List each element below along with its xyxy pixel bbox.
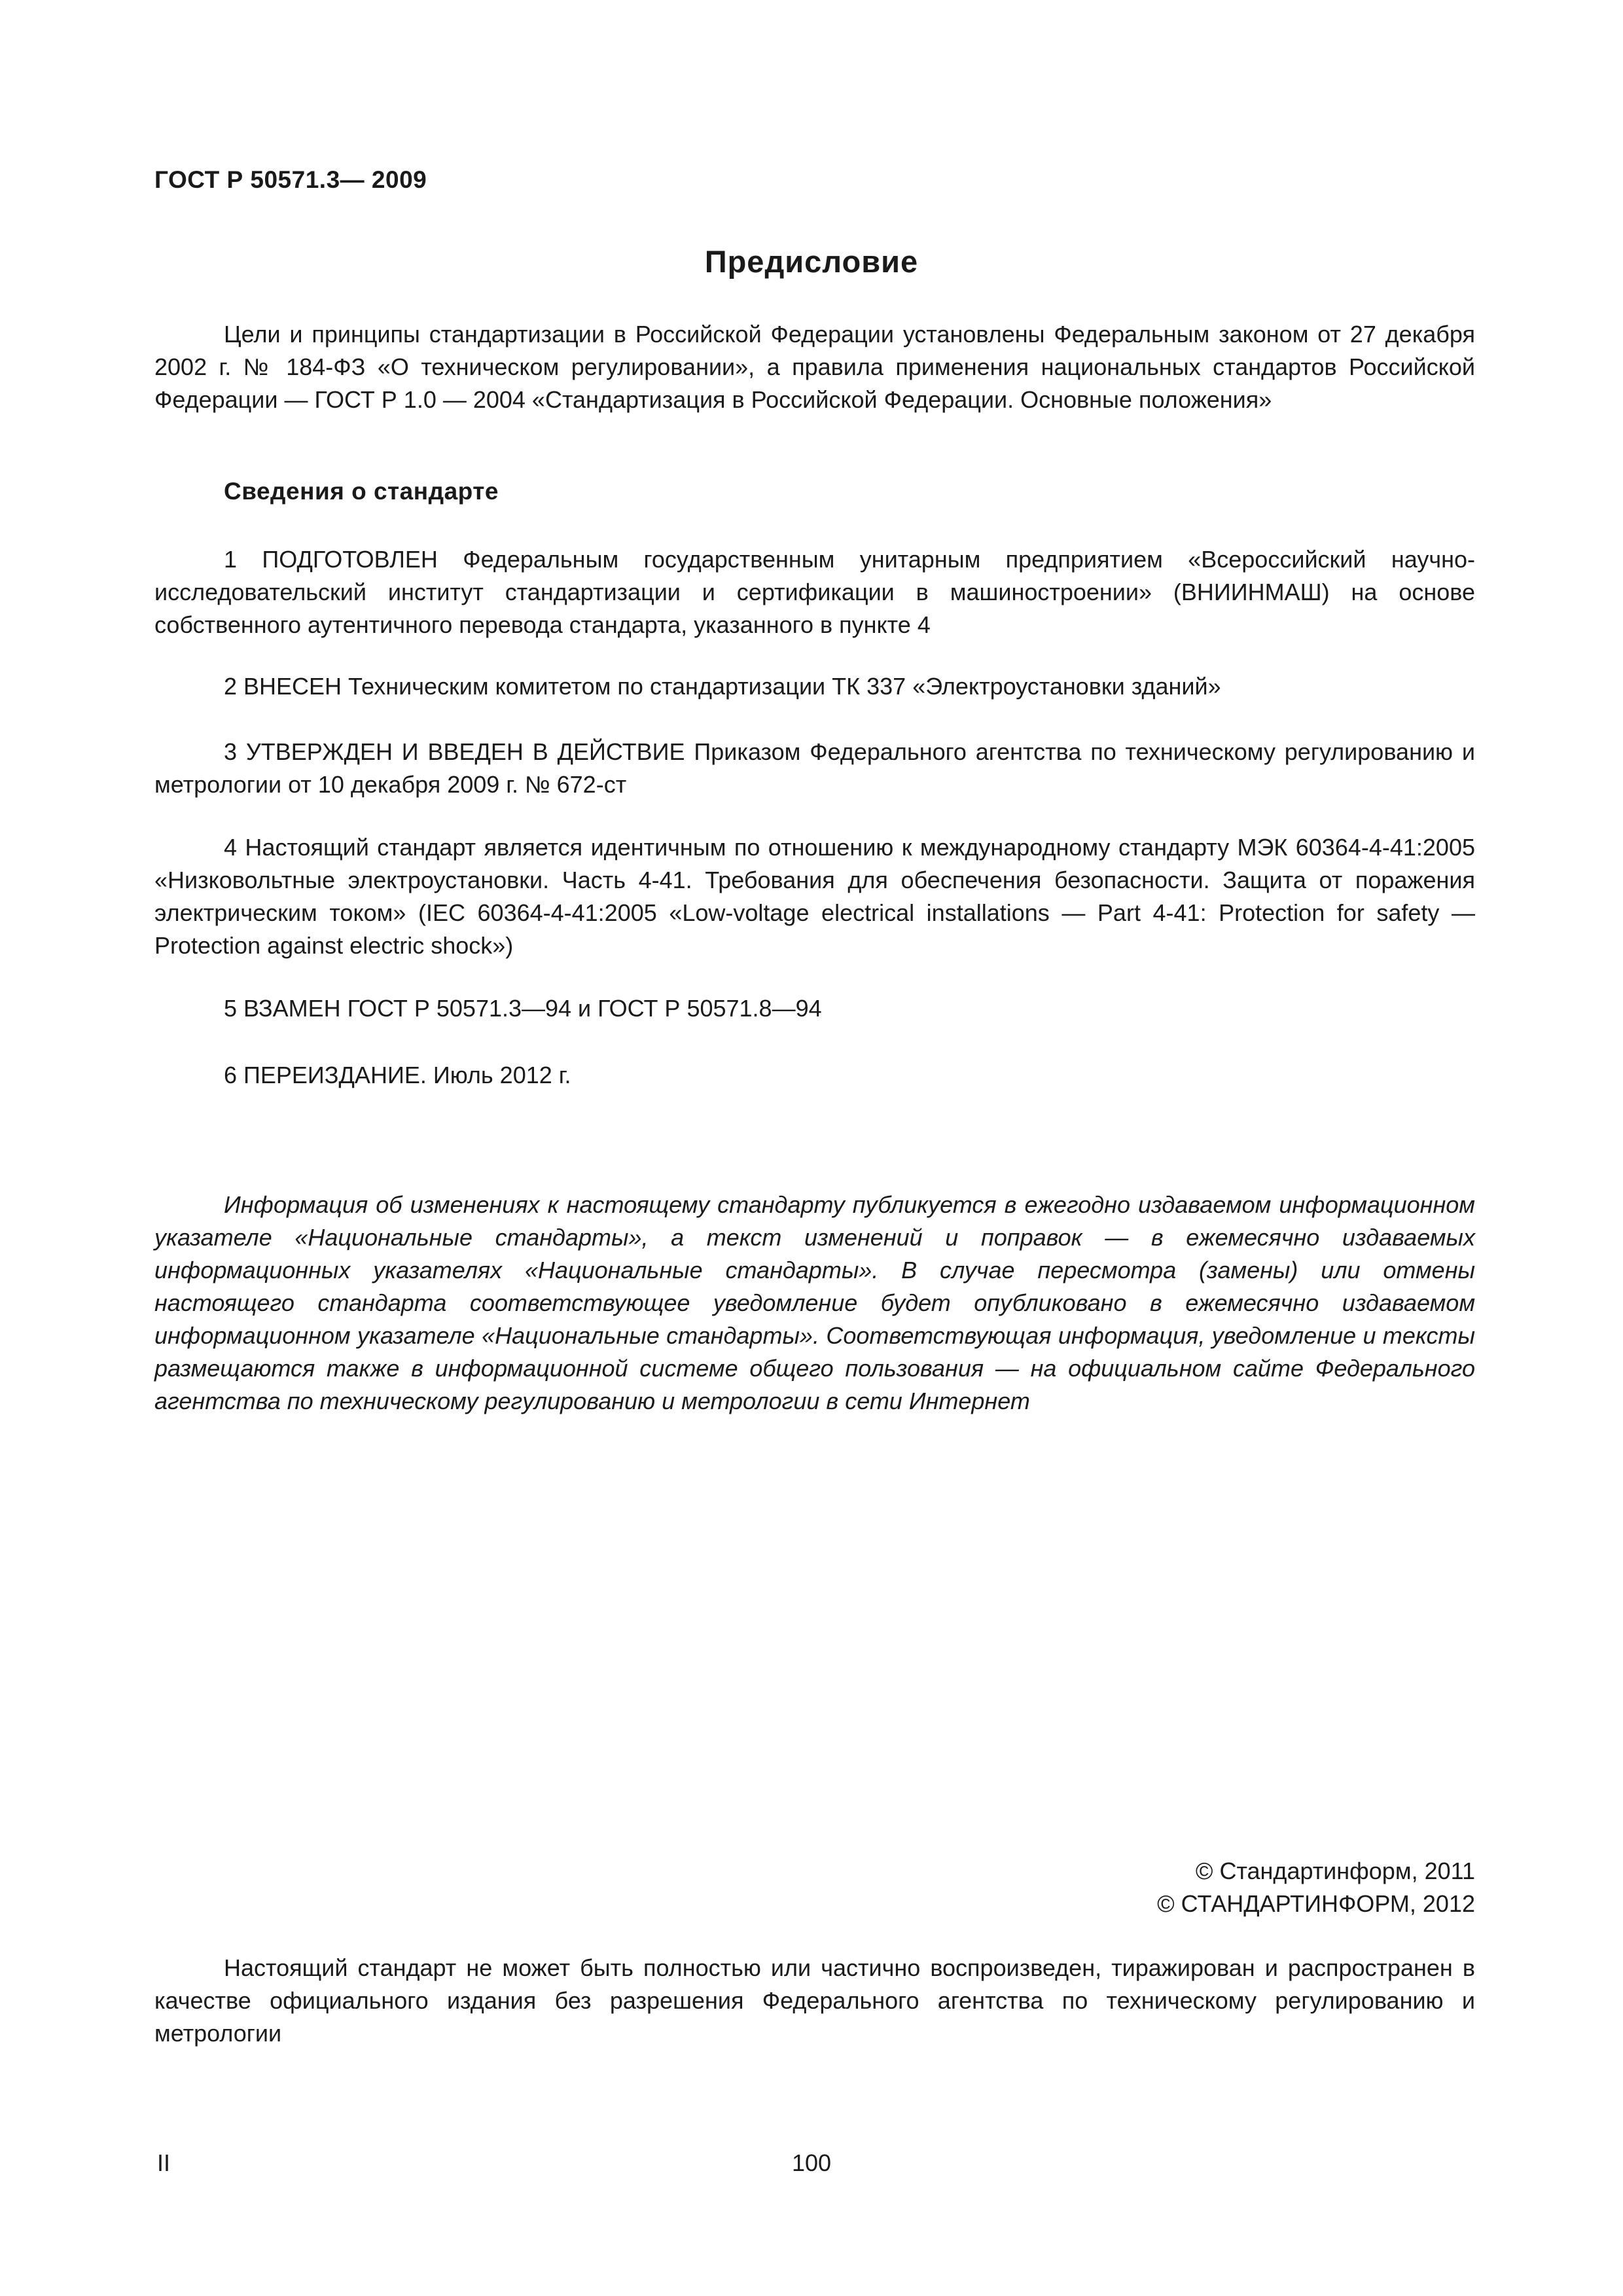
reproduction-notice: Настоящий стандарт не может быть полностью или частично воспроизведен, тиражирован и распространен в качестве официального издания без разрешения Федерального агентства по техническому регулированию и метрологии (154, 1954, 1475, 2047)
copyright-line-1: © Стандартинформ, 2011 (1195, 1857, 1475, 1884)
info-item-1: 1 ПОДГОТОВЛЕН Федеральным государственным унитарным предприятием «Всероссийский научно-исследовательский институт стандартизации и сертификации в машиностроении» (ВНИИНМАШ) на основе собственного аутентичного перевода стандарта, указанного в пункте 4 (154, 546, 1475, 638)
info-item-5: 5 ВЗАМЕН ГОСТ Р 50571.3—94 и ГОСТ Р 50571.8—94 (224, 995, 822, 1022)
page-title: Предисловие (704, 244, 919, 279)
document-code: ГОСТ Р 50571.3— 2009 (154, 166, 427, 193)
info-item-6: 6 ПЕРЕИЗДАНИЕ. Июль 2012 г. (224, 1062, 571, 1088)
info-item-3: 3 УТВЕРЖДЕН И ВВЕДЕН В ДЕЙСТВИЕ Приказом Федерального агентства по техническому регулированию и метрологии от 10 декабря 2009 г. № 672-ст (154, 738, 1475, 798)
section-subheading: Сведения о стандарте (224, 478, 499, 505)
copyright-line-2: © СТАНДАРТИНФОРМ, 2012 (1157, 1890, 1475, 1917)
intro-paragraph: Цели и принципы стандартизации в Российской Федерации установлены Федеральным законом от 27 декабря 2002 г. № 184-ФЗ «О техническом регулировании», а правила применения национальных стандартов Российской Федерации — ГОСТ Р 1.0 — 2004 «Стандартизация в Российской Федерации. Основные положения» (154, 321, 1475, 413)
roman-page-number: II (157, 2149, 171, 2176)
info-item-2: 2 ВНЕСЕН Техническим комитетом по стандартизации ТК 337 «Электроустановки зданий» (224, 673, 1221, 700)
info-item-4: 4 Настоящий стандарт является идентичным по отношению к международному стандарту МЭК 60364-4-41:2005 «Низковольтные электроустановки. Часть 4-41. Требования для обеспечения безопасности. Защита от поражения электрическим током» (IEC 60364-4-41:2005 «Low-voltage electrical installations — Part 4-41: Protection for safety — Protection against electric shock») (154, 834, 1475, 959)
page-number: 100 (791, 2149, 832, 2176)
changes-notice: Информация об изменениях к настоящему стандарту публикуется в ежегодно издаваемом информационном указателе «Национальные стандарты», а текст изменений и поправок — в ежемесячно издаваемых информационных указателях «Национальные стандарты». В случае пересмотра (замены) или отмены настоящего стандарта соответствующее уведомление будет опубликовано в ежемесячно издаваемом информационном указателе «Национальные стандарты». Соответствующая информация, уведомление и тексты размещаются также в информационной системе общего пользования — на официальном сайте Федерального агентства по техническому регулированию и метрологии в сети Интернет (154, 1191, 1475, 1414)
